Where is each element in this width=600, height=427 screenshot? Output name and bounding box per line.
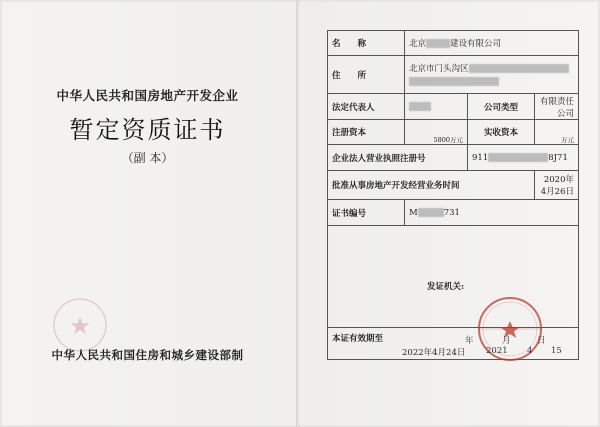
redaction-block bbox=[409, 77, 499, 86]
license-no-value: 911 8J71 bbox=[468, 145, 579, 171]
name-label: 名 称 bbox=[328, 31, 405, 56]
cover-main-title: 暂定资质证书 bbox=[69, 116, 226, 144]
company-type-label: 公司类型 bbox=[468, 94, 535, 120]
cert-no-label: 证书编号 bbox=[328, 200, 405, 226]
cover-copy-type: （副 本） bbox=[121, 151, 174, 165]
address-value: 北京市门头沟区 bbox=[405, 56, 579, 94]
cover-issuer-footer: 中华人民共和国住房和城乡建设部制 bbox=[51, 348, 244, 362]
table-row bbox=[328, 94, 579, 120]
address-label: 住 所 bbox=[328, 56, 405, 94]
license-no-label: 企业法人营业执照注册号 bbox=[328, 145, 468, 171]
paid-capital-unit: 万元 bbox=[535, 120, 579, 145]
redaction-block bbox=[469, 64, 569, 73]
name-value: 北京 建设有限公司 bbox=[405, 31, 579, 56]
cert-no-value: M 731 bbox=[405, 200, 579, 226]
legal-rep-value bbox=[405, 94, 468, 120]
approval-time-value: 2020年4月26日 bbox=[535, 171, 579, 200]
cover-title-line1: 中华人民共和国房地产开发企业 bbox=[56, 88, 239, 103]
table-row bbox=[328, 145, 579, 171]
issue-day-num: 15 bbox=[551, 346, 562, 356]
table-row bbox=[328, 120, 579, 145]
issuing-authority-label: 发证机关: bbox=[427, 282, 465, 292]
redaction-block bbox=[488, 153, 548, 162]
paid-capital-label: 实收资本 bbox=[468, 120, 535, 145]
table-row bbox=[328, 31, 579, 56]
issue-day-char: 日 bbox=[537, 336, 546, 346]
issue-year-char: 年 bbox=[465, 336, 474, 346]
faint-seal-icon bbox=[50, 295, 110, 355]
issue-month-char: 月 bbox=[502, 336, 511, 346]
registered-capital-label: 注册资本 bbox=[328, 120, 405, 145]
redaction-block bbox=[426, 39, 450, 48]
legal-rep-label: 法定代表人 bbox=[328, 94, 405, 120]
table-row bbox=[328, 171, 579, 200]
table-row bbox=[328, 56, 579, 94]
redaction-block bbox=[409, 102, 431, 111]
validity-label: 本证有效期至 bbox=[332, 334, 384, 344]
company-type-value: 有限责任公司 bbox=[535, 94, 579, 120]
registered-capital-value: 5800万元 bbox=[405, 120, 468, 145]
validity-value: 2022年4月24日 bbox=[402, 348, 466, 358]
redaction-block bbox=[418, 208, 444, 217]
issue-month-num: 4 bbox=[527, 346, 533, 356]
issue-year: 2021 bbox=[486, 346, 508, 356]
approval-time-label: 批准从事房地产开发经营业务时间 bbox=[328, 171, 535, 200]
table-row bbox=[328, 200, 579, 226]
